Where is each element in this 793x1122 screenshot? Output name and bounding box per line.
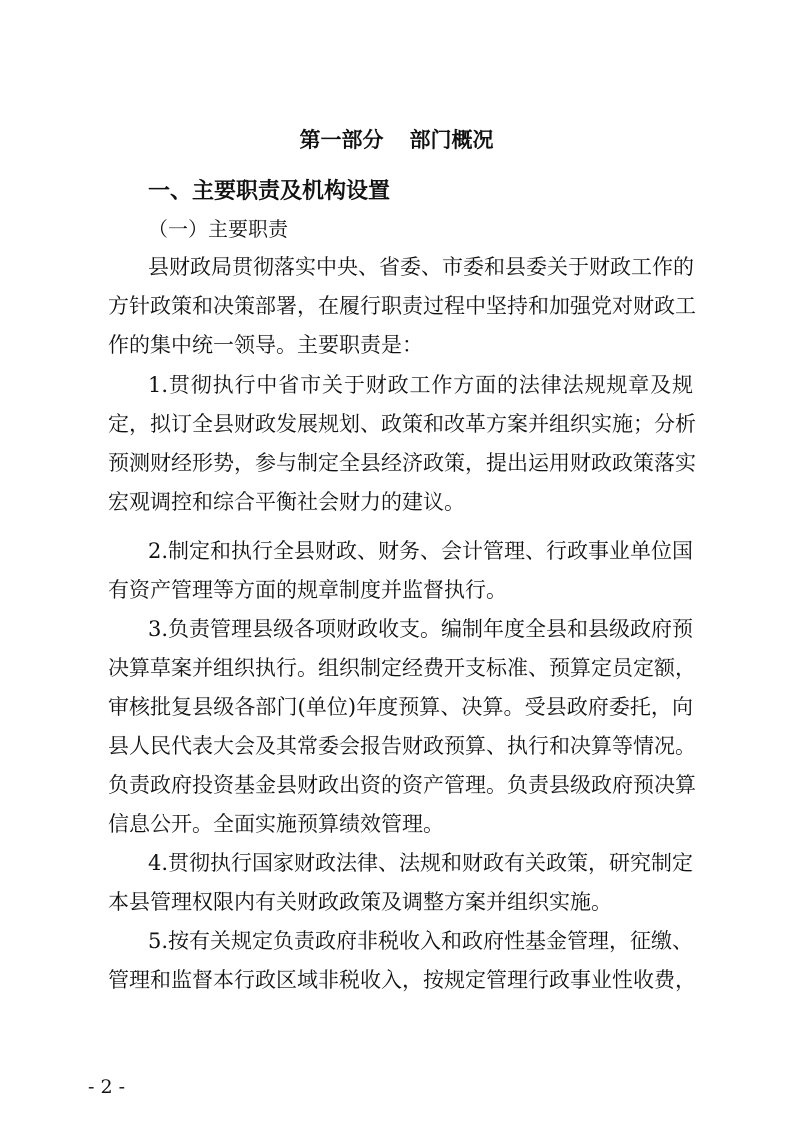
paragraph-line: 2.制定和执行全县财政、财务、会计管理、行政事业单位国 [148,539,694,563]
paragraph-line: 县人民代表大会及其常委会报告财政预算、执行和决算等情况。 [108,734,696,758]
paragraph-line: 负责政府投资基金县财政出资的资产管理。负责县级政府预决算 [108,773,696,797]
paragraph-line: 县财政局贯彻落实中央、省委、市委和县委关于财政工作的 [148,255,694,279]
paragraph-line: 作的集中统一领导。主要职责是： [108,333,423,357]
paragraph-line: 决算草案并组织执行。组织制定经费开支标准、预算定员定额， [108,656,696,680]
page-number: - 2 - [88,1076,126,1098]
paragraph-line: 定，拟订全县财政发展规划、政策和改革方案并组织实施；分析 [108,412,696,436]
paragraph-line: 预测财经形势，参与制定全县经济政策，提出运用财政政策落实 [108,451,696,475]
part-name: 部门概况 [409,127,494,152]
paragraph-line: 1.贯彻执行中省市关于财政工作方面的法律法规规章及规 [148,373,693,397]
paragraph-line: 5.按有关规定负责政府非税收入和政府性基金管理，征缴、 [148,929,694,953]
paragraph-line: 管理和监督本行政区域非税收入，按规定管理行政事业性收费， [108,968,696,992]
section-heading: 一、主要职责及机构设置 [148,178,391,204]
part-number: 第一部分 [299,127,384,152]
paragraph-line: 有资产管理等方面的规章制度并监督执行。 [108,578,507,602]
paragraph-line: 3.负责管理县级各项财政收支。编制年度全县和县级政府预 [148,617,694,641]
part-title [0,124,793,154]
paragraph-line: 4.贯彻执行国家财政法律、法规和财政有关政策，研究制定 [148,851,694,875]
paragraph-line: 本县管理权限内有关财政政策及调整方案并组织实施。 [108,890,612,914]
subsection-heading: （一）主要职责 [148,217,288,241]
paragraph-line: 信息公开。全面实施预算绩效管理。 [108,812,444,836]
paragraph-line: 宏观调控和综合平衡社会财力的建议。 [108,490,465,514]
paragraph-line: 审核批复县级各部门(单位)年度预算、决算。受县政府委托，向 [108,695,693,719]
paragraph-line: 方针政策和决策部署，在履行职责过程中坚持和加强党对财政工 [108,294,696,318]
